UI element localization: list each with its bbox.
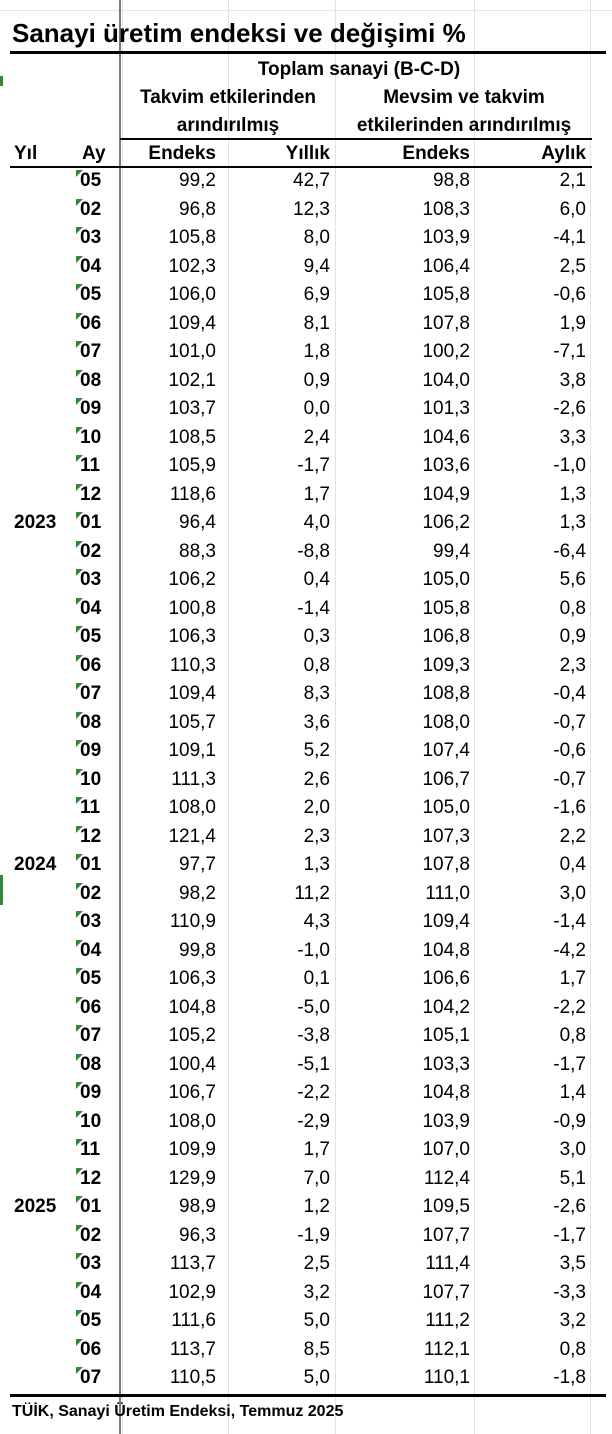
index1-cell[interactable]: 105,2 xyxy=(168,1025,216,1046)
index1-cell[interactable]: 108,0 xyxy=(168,1110,216,1132)
index1-cell[interactable]: 104,8 xyxy=(168,996,216,1018)
yearly-change-cell[interactable]: -2,9 xyxy=(297,1110,330,1132)
index2-cell[interactable]: 109,3 xyxy=(422,654,470,676)
index2-cell[interactable]: 107,7 xyxy=(422,1281,470,1303)
table-row xyxy=(0,1051,612,1080)
index1-cell[interactable]: 101,0 xyxy=(168,341,216,362)
table-row xyxy=(0,965,612,994)
month-cell[interactable]: 06 xyxy=(80,312,102,334)
monthly-change-cell[interactable]: -1,4 xyxy=(553,911,586,932)
monthly-change-cell[interactable]: 3,0 xyxy=(559,1139,586,1160)
index2-cell[interactable]: 101,3 xyxy=(422,398,470,419)
index1-cell[interactable]: 109,4 xyxy=(168,683,216,704)
table-row xyxy=(0,509,612,538)
index1-cell[interactable]: 99,2 xyxy=(179,170,216,191)
monthly-change-cell[interactable]: 0,8 xyxy=(559,1338,586,1360)
table-row xyxy=(0,566,612,595)
monthly-change-cell[interactable]: -2,6 xyxy=(553,398,586,419)
month-cell[interactable]: 07 xyxy=(80,341,102,362)
selection-marker xyxy=(0,76,3,86)
table-row xyxy=(0,1165,612,1194)
year-cell[interactable]: 2025 xyxy=(14,1196,57,1217)
yearly-change-cell[interactable]: 0,4 xyxy=(303,569,330,590)
month-cell[interactable]: 07 xyxy=(80,1025,102,1046)
index2-cell[interactable]: 106,8 xyxy=(422,626,470,647)
monthly-change-cell[interactable]: -1,0 xyxy=(553,455,586,476)
monthly-change-cell[interactable]: 3,2 xyxy=(559,1310,586,1331)
table-row xyxy=(0,395,612,424)
monthly-change-cell[interactable]: -2,2 xyxy=(553,996,586,1018)
monthly-change-cell[interactable]: 0,4 xyxy=(559,854,586,875)
month-cell[interactable]: 07 xyxy=(80,683,102,704)
index2-cell[interactable]: 105,0 xyxy=(422,569,470,590)
monthly-change-cell[interactable]: 0,9 xyxy=(559,626,586,647)
source-note: TÜİK, Sanayi Üretim Endeksi, Temmuz 2025 xyxy=(12,1403,344,1420)
index1-cell[interactable]: 106,3 xyxy=(168,968,216,989)
month-cell[interactable]: 07 xyxy=(80,1367,102,1388)
month-cell[interactable]: 04 xyxy=(80,255,102,277)
index1-cell[interactable]: 106,0 xyxy=(168,284,216,305)
index1-cell[interactable]: 102,1 xyxy=(168,369,216,391)
index1-cell[interactable]: 98,9 xyxy=(179,1196,216,1217)
index2-cell[interactable]: 106,7 xyxy=(422,768,470,790)
month-cell[interactable]: 03 xyxy=(80,911,102,932)
index2-cell[interactable]: 107,4 xyxy=(422,740,470,761)
yearly-change-cell[interactable]: 0,9 xyxy=(303,369,330,391)
monthly-change-cell[interactable]: -0,7 xyxy=(553,768,586,790)
table-row xyxy=(0,452,612,481)
table-row xyxy=(0,1279,612,1308)
monthly-change-cell[interactable]: 0,8 xyxy=(559,597,586,619)
yearly-change-cell[interactable]: 5,0 xyxy=(303,1310,330,1331)
index2-cell[interactable]: 100,2 xyxy=(422,341,470,362)
month-cell[interactable]: 02 xyxy=(80,882,102,904)
table-row xyxy=(0,281,612,310)
yearly-change-cell[interactable]: 5,0 xyxy=(303,1367,330,1388)
header-sub1-line1: Takvim etkilerinden xyxy=(140,87,316,108)
yearly-change-cell[interactable]: -1,4 xyxy=(297,597,330,619)
month-cell[interactable]: 12 xyxy=(80,483,102,505)
yearly-change-cell[interactable]: 12,3 xyxy=(293,198,330,220)
month-cell[interactable]: 02 xyxy=(80,198,102,220)
table-row xyxy=(0,794,612,823)
table-row xyxy=(0,1250,612,1279)
table-row xyxy=(0,253,612,282)
index1-cell[interactable]: 105,8 xyxy=(168,227,216,248)
header-yearly: Yıllık xyxy=(285,143,330,164)
month-cell[interactable]: 10 xyxy=(80,426,102,448)
index1-cell[interactable]: 108,5 xyxy=(168,426,216,448)
month-cell[interactable]: 08 xyxy=(80,369,102,391)
month-cell[interactable]: 11 xyxy=(80,797,101,818)
index2-cell[interactable]: 105,1 xyxy=(422,1025,470,1046)
month-cell[interactable]: 11 xyxy=(80,1139,101,1160)
index2-cell[interactable]: 111,0 xyxy=(425,882,470,904)
month-cell[interactable]: 05 xyxy=(80,170,102,191)
table-row xyxy=(0,196,612,225)
month-cell[interactable]: 09 xyxy=(80,740,102,761)
table-row xyxy=(0,737,612,766)
monthly-change-cell[interactable]: -1,8 xyxy=(553,1367,586,1388)
month-cell[interactable]: 03 xyxy=(80,569,102,590)
month-cell[interactable]: 08 xyxy=(80,711,102,733)
year-cell[interactable]: 2023 xyxy=(14,512,57,533)
table-row xyxy=(0,338,612,367)
yearly-change-cell[interactable]: 1,2 xyxy=(303,1196,330,1217)
yearly-change-cell[interactable]: 2,6 xyxy=(303,768,330,790)
table-row xyxy=(0,1136,612,1165)
yearly-change-cell[interactable]: 11,2 xyxy=(294,882,330,904)
month-cell[interactable]: 03 xyxy=(80,1253,102,1274)
index2-cell[interactable]: 107,8 xyxy=(422,854,470,875)
month-cell[interactable]: 01 xyxy=(80,512,102,533)
index1-cell[interactable]: 121,4 xyxy=(168,825,216,847)
table-row xyxy=(0,766,612,795)
month-cell[interactable]: 06 xyxy=(80,1338,102,1360)
header-group-label: Toplam sanayi (B-C-D) xyxy=(257,59,461,80)
year-cell[interactable]: 2024 xyxy=(14,854,57,875)
index1-cell[interactable]: 109,1 xyxy=(168,740,216,761)
table-row xyxy=(0,1336,612,1365)
yearly-change-cell[interactable]: 42,7 xyxy=(293,170,330,191)
monthly-change-cell[interactable]: -0,4 xyxy=(553,683,586,704)
index2-cell[interactable]: 112,4 xyxy=(423,1167,470,1189)
yearly-change-cell[interactable]: 4,0 xyxy=(303,512,330,533)
index1-cell[interactable]: 96,3 xyxy=(179,1224,216,1246)
table-row xyxy=(0,823,612,852)
header-year: Yıl xyxy=(14,143,38,164)
index2-cell[interactable]: 107,7 xyxy=(422,1224,470,1246)
month-cell[interactable]: 06 xyxy=(80,654,102,676)
index1-cell[interactable]: 111,6 xyxy=(171,1310,216,1331)
month-cell[interactable]: 02 xyxy=(80,540,102,562)
monthly-change-cell[interactable]: -0,6 xyxy=(553,740,586,761)
month-cell[interactable]: 12 xyxy=(80,1167,102,1189)
yearly-change-cell[interactable]: 6,9 xyxy=(303,284,330,305)
index2-cell[interactable]: 98,8 xyxy=(433,170,470,191)
index1-cell[interactable]: 97,7 xyxy=(179,854,216,875)
footer-rule xyxy=(10,1394,606,1397)
monthly-change-cell[interactable]: -0,7 xyxy=(553,711,586,733)
table-row xyxy=(0,538,612,567)
table-row xyxy=(0,1022,612,1051)
yearly-change-cell[interactable]: 0,8 xyxy=(303,654,330,676)
index1-cell[interactable]: 96,8 xyxy=(179,198,216,220)
table-row xyxy=(0,1079,612,1108)
table-row xyxy=(0,851,612,880)
index1-cell[interactable]: 99,8 xyxy=(179,939,216,961)
yearly-change-cell[interactable]: 1,7 xyxy=(303,483,330,505)
table-row xyxy=(0,1193,612,1222)
index2-cell[interactable]: 110,1 xyxy=(423,1367,470,1388)
table-row xyxy=(0,424,612,453)
yearly-change-cell[interactable]: 2,5 xyxy=(303,1253,330,1274)
yearly-change-cell[interactable]: -1,0 xyxy=(297,939,330,961)
table-row xyxy=(0,367,612,396)
index2-cell[interactable]: 108,8 xyxy=(422,683,470,704)
index2-cell[interactable]: 99,4 xyxy=(433,540,470,562)
month-cell[interactable]: 06 xyxy=(80,996,102,1018)
yearly-change-cell[interactable]: 8,5 xyxy=(303,1338,330,1360)
yearly-change-cell[interactable]: 9,4 xyxy=(303,255,330,277)
index2-cell[interactable]: 108,0 xyxy=(422,711,470,733)
yearly-change-cell[interactable]: 2,4 xyxy=(303,426,330,448)
monthly-change-cell[interactable]: 3,5 xyxy=(559,1253,586,1274)
yearly-change-cell[interactable]: 8,0 xyxy=(303,227,330,248)
monthly-change-cell[interactable]: -1,7 xyxy=(553,1053,586,1075)
yearly-change-cell[interactable]: -8,8 xyxy=(297,540,330,562)
monthly-change-cell[interactable]: -4,1 xyxy=(553,227,586,248)
index1-cell[interactable]: 109,4 xyxy=(168,312,216,334)
index2-cell[interactable]: 103,3 xyxy=(422,1053,470,1075)
index1-cell[interactable]: 98,2 xyxy=(179,882,216,904)
monthly-change-cell[interactable]: -7,1 xyxy=(553,341,586,362)
table-row xyxy=(0,908,612,937)
monthly-change-cell[interactable]: 2,5 xyxy=(559,255,586,277)
index2-cell[interactable]: 104,8 xyxy=(422,939,470,961)
yearly-change-cell[interactable]: 8,1 xyxy=(303,312,330,334)
index1-cell[interactable]: 118,6 xyxy=(169,483,216,505)
index1-cell[interactable]: 108,0 xyxy=(168,797,216,818)
monthly-change-cell[interactable]: -2,6 xyxy=(553,1196,586,1217)
index2-cell[interactable]: 107,3 xyxy=(422,825,470,847)
monthly-change-cell[interactable]: 2,3 xyxy=(559,654,586,676)
index2-cell[interactable]: 108,3 xyxy=(422,198,470,220)
monthly-change-cell[interactable]: -1,6 xyxy=(553,797,586,818)
grid-line xyxy=(0,10,612,11)
monthly-change-cell[interactable]: 3,3 xyxy=(559,426,586,448)
yearly-change-cell[interactable]: 0,0 xyxy=(303,398,330,419)
monthly-change-cell[interactable]: -3,3 xyxy=(553,1281,586,1303)
month-cell[interactable]: 09 xyxy=(80,398,102,419)
table-row xyxy=(0,1307,612,1336)
header-monthly: Aylık xyxy=(541,143,586,164)
monthly-change-cell[interactable]: 1,3 xyxy=(559,483,586,505)
index1-cell[interactable]: 110,3 xyxy=(169,654,216,676)
month-cell[interactable]: 04 xyxy=(80,1281,102,1303)
table-row xyxy=(0,481,612,510)
table-row xyxy=(0,1364,612,1393)
yearly-change-cell[interactable]: 5,2 xyxy=(303,740,330,761)
monthly-change-cell[interactable]: 3,0 xyxy=(559,882,586,904)
index2-cell[interactable]: 104,6 xyxy=(422,426,470,448)
header-sub1-line2: arındırılmış xyxy=(176,115,280,136)
table-row xyxy=(0,623,612,652)
yearly-change-cell[interactable]: 1,7 xyxy=(303,1139,330,1160)
month-cell[interactable]: 05 xyxy=(80,626,102,647)
month-cell[interactable]: 03 xyxy=(80,227,102,248)
monthly-change-cell[interactable]: 1,9 xyxy=(559,312,586,334)
index2-cell[interactable]: 104,9 xyxy=(422,483,470,505)
month-cell[interactable]: 08 xyxy=(80,1053,102,1075)
month-cell[interactable]: 05 xyxy=(80,968,102,989)
table-row xyxy=(0,652,612,681)
monthly-change-cell[interactable]: -1,7 xyxy=(553,1224,586,1246)
index2-cell[interactable]: 111,4 xyxy=(425,1253,470,1274)
index1-cell[interactable]: 96,4 xyxy=(179,512,216,533)
month-cell[interactable]: 04 xyxy=(80,597,102,619)
index2-cell[interactable]: 107,8 xyxy=(422,312,470,334)
yearly-change-cell[interactable]: 0,1 xyxy=(303,968,330,989)
index1-cell[interactable]: 111,3 xyxy=(171,768,216,790)
month-cell[interactable]: 05 xyxy=(80,1310,102,1331)
monthly-change-cell[interactable]: -4,2 xyxy=(553,939,586,961)
yearly-change-cell[interactable]: 3,2 xyxy=(303,1281,330,1303)
index1-cell[interactable]: 105,7 xyxy=(168,711,216,733)
month-cell[interactable]: 10 xyxy=(80,1110,102,1132)
index2-cell[interactable]: 106,4 xyxy=(422,255,470,277)
index2-cell[interactable]: 104,8 xyxy=(422,1082,470,1103)
monthly-change-cell[interactable]: 3,8 xyxy=(559,369,586,391)
month-cell[interactable]: 10 xyxy=(80,768,102,790)
month-cell[interactable]: 01 xyxy=(80,1196,102,1217)
month-cell[interactable]: 05 xyxy=(80,284,102,305)
table-row xyxy=(0,1108,612,1137)
month-cell[interactable]: 11 xyxy=(80,455,101,476)
yearly-change-cell[interactable]: -1,7 xyxy=(297,455,330,476)
page-title: Sanayi üretim endeksi ve değişimi % xyxy=(12,18,466,48)
monthly-change-cell[interactable]: 2,2 xyxy=(559,825,586,847)
monthly-change-cell[interactable]: 1,4 xyxy=(559,1082,586,1103)
monthly-change-cell[interactable]: 0,8 xyxy=(559,1025,586,1046)
index1-cell[interactable]: 106,3 xyxy=(168,626,216,647)
table-row xyxy=(0,1222,612,1251)
index2-cell[interactable]: 103,9 xyxy=(422,227,470,248)
data-table xyxy=(0,167,612,1393)
monthly-change-cell[interactable]: -0,6 xyxy=(553,284,586,305)
index2-cell[interactable]: 104,0 xyxy=(422,369,470,391)
header-sub2-line2: etkilerinden arındırılmış xyxy=(356,115,572,136)
month-cell[interactable]: 09 xyxy=(80,1082,102,1103)
index1-cell[interactable]: 105,9 xyxy=(168,455,216,476)
index2-cell[interactable]: 106,2 xyxy=(422,512,470,533)
month-cell[interactable]: 12 xyxy=(80,825,102,847)
table-row xyxy=(0,224,612,253)
monthly-change-cell[interactable]: 2,1 xyxy=(559,170,586,191)
yearly-change-cell[interactable]: -2,2 xyxy=(297,1082,330,1103)
index1-cell[interactable]: 106,7 xyxy=(168,1082,216,1103)
monthly-change-cell[interactable]: 5,1 xyxy=(559,1167,586,1189)
index1-cell[interactable]: 100,8 xyxy=(168,597,216,619)
table-row xyxy=(0,880,612,909)
index2-cell[interactable]: 111,2 xyxy=(425,1310,470,1331)
yearly-change-cell[interactable]: 7,0 xyxy=(303,1167,330,1189)
yearly-change-cell[interactable]: 2,0 xyxy=(303,797,330,818)
index2-cell[interactable]: 105,8 xyxy=(422,597,470,619)
header-index2: Endeks xyxy=(402,143,470,164)
monthly-change-cell[interactable]: 1,3 xyxy=(559,512,586,533)
month-cell[interactable]: 02 xyxy=(80,1224,102,1246)
index1-cell[interactable]: 102,9 xyxy=(168,1281,216,1303)
index1-cell[interactable]: 106,2 xyxy=(168,569,216,590)
title-rule xyxy=(10,51,606,54)
index2-cell[interactable]: 105,0 xyxy=(422,797,470,818)
index1-cell[interactable]: 103,7 xyxy=(168,398,216,419)
index1-cell[interactable]: 113,7 xyxy=(169,1253,216,1274)
index1-cell[interactable]: 110,5 xyxy=(169,1367,216,1388)
index2-cell[interactable]: 107,0 xyxy=(422,1139,470,1160)
yearly-change-cell[interactable]: 3,6 xyxy=(303,711,330,733)
yearly-change-cell[interactable]: -5,1 xyxy=(297,1053,330,1075)
header-index1: Endeks xyxy=(148,143,216,164)
table-row xyxy=(0,680,612,709)
index2-cell[interactable]: 106,6 xyxy=(422,968,470,989)
yearly-change-cell[interactable]: 4,3 xyxy=(303,911,330,932)
index1-cell[interactable]: 109,9 xyxy=(168,1139,216,1160)
index1-cell[interactable]: 88,3 xyxy=(179,540,216,562)
index2-cell[interactable]: 104,2 xyxy=(422,996,470,1018)
yearly-change-cell[interactable]: -5,0 xyxy=(297,996,330,1018)
table-row xyxy=(0,709,612,738)
index1-cell[interactable]: 100,4 xyxy=(168,1053,216,1075)
index1-cell[interactable]: 113,7 xyxy=(169,1338,216,1360)
header-sub2-line1: Mevsim ve takvim xyxy=(383,87,545,108)
index2-cell[interactable]: 103,6 xyxy=(422,455,470,476)
table-row xyxy=(0,994,612,1023)
monthly-change-cell[interactable]: -6,4 xyxy=(553,540,586,562)
month-cell[interactable]: 01 xyxy=(80,854,102,875)
index2-cell[interactable]: 109,4 xyxy=(422,911,470,932)
monthly-change-cell[interactable]: 5,6 xyxy=(559,569,586,590)
yearly-change-cell[interactable]: 1,3 xyxy=(303,854,330,875)
index2-cell[interactable]: 109,5 xyxy=(422,1196,470,1217)
table-row xyxy=(0,310,612,339)
monthly-change-cell[interactable]: 1,7 xyxy=(559,968,586,989)
yearly-change-cell[interactable]: 1,8 xyxy=(303,341,330,362)
yearly-change-cell[interactable]: 2,3 xyxy=(303,825,330,847)
yearly-change-cell[interactable]: -3,8 xyxy=(297,1025,330,1046)
index2-cell[interactable]: 112,1 xyxy=(423,1338,470,1360)
yearly-change-cell[interactable]: 8,3 xyxy=(303,683,330,704)
index1-cell[interactable]: 102,3 xyxy=(168,255,216,277)
table-row xyxy=(0,595,612,624)
index1-cell[interactable]: 129,9 xyxy=(168,1167,216,1189)
month-cell[interactable]: 04 xyxy=(80,939,102,961)
table-row xyxy=(0,167,612,196)
yearly-change-cell[interactable]: 0,3 xyxy=(303,626,330,647)
index1-cell[interactable]: 110,9 xyxy=(169,911,216,932)
index2-cell[interactable]: 103,9 xyxy=(422,1110,470,1132)
yearly-change-cell[interactable]: -1,9 xyxy=(297,1224,330,1246)
table-row xyxy=(0,937,612,966)
monthly-change-cell[interactable]: -0,9 xyxy=(553,1110,586,1132)
monthly-change-cell[interactable]: 6,0 xyxy=(559,198,586,220)
header-month: Ay xyxy=(82,143,106,164)
index2-cell[interactable]: 105,8 xyxy=(422,284,470,305)
